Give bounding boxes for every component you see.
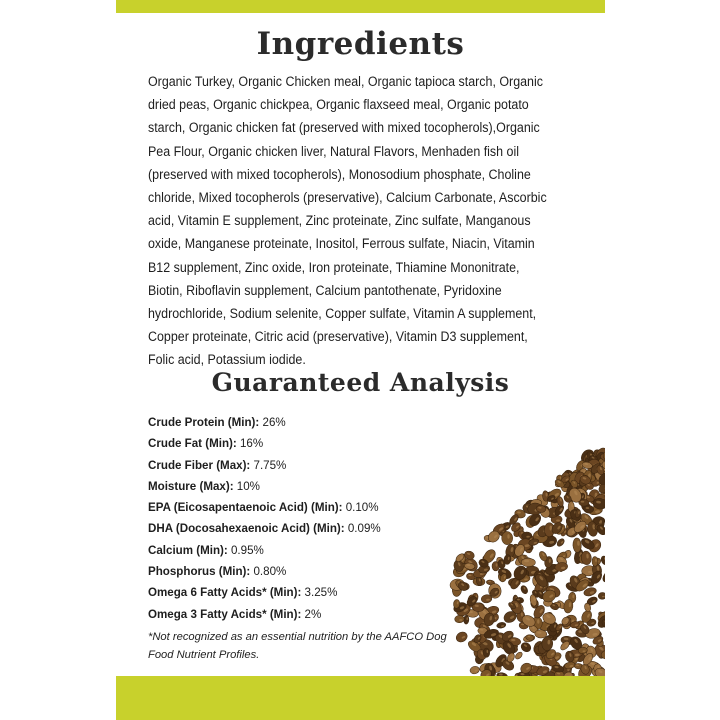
analysis-value: 10% [233, 478, 260, 493]
analysis-row [148, 497, 433, 518]
analysis-label: Omega 3 Fatty Acids* (Min): [148, 606, 302, 621]
analysis-label: Crude Protein (Min): [148, 415, 260, 429]
analysis-value: 0.10% [342, 500, 379, 515]
ingredients-heading: Ingredients [256, 26, 465, 62]
analysis-label: Crude Fat (Min): [148, 436, 237, 451]
analysis-label: Crude Fiber (Max): [148, 457, 251, 472]
analysis-label: DHA (Docosahexaenoic Acid) (Min): [148, 521, 345, 536]
analysis-label: Phosphorus (Min): [148, 564, 251, 579]
analysis-label: EPA (Eicosapentaenoic Acid) (Min): [148, 500, 343, 515]
analysis-value: 7.75% [250, 457, 287, 472]
ingredients-list: Organic Turkey, Organic Chicken meal, Organic tapioca starch, Organic dried peas, Organic chickpea, Organic flaxseed meal, Organic potato starch, Organic chicken fat (preserved with mixed tocopherols),Organic Pea Flour, Organic chicken liver, Natural Flavors, Menhaden fish oil (preserved with mixed tocopherols), Monosodium phosphate, Choline chloride, Mixed tocopherols (preservative), Calcium Carbonate, Ascorbic acid, Vitamin E supplement, Zinc proteinate, Zinc sulfate, Manganous oxide, Manganese proteinate, Inositol, Ferrous sulfate, Niacin, Vitamin B12 supplement, Zinc oxide, Iron proteinate, Thiamine Mononitrate, Biotin, Riboflavin supplement, Calcium pantothenate, Pyridoxine hydrochloride, Sodium selenite, Copper sulfate, Vitamin A supplement, Copper proteinate, Citric acid (preservative), Vitamin D3 supplement, Folic acid, Potassium iodide. [148, 74, 547, 368]
analysis-label: Omega 6 Fatty Acids* (Min): [148, 585, 302, 600]
analysis-row [148, 476, 433, 497]
analysis-row [148, 582, 433, 603]
product-label-panel [116, 0, 605, 720]
analysis-row [148, 455, 433, 476]
top-accent-band [116, 0, 605, 13]
analysis-label: Moisture (Max): [148, 478, 234, 493]
guaranteed-analysis-heading: Guaranteed Analysis [211, 368, 510, 397]
analysis-value: 0.95% [227, 542, 264, 557]
guaranteed-analysis-list [148, 412, 448, 625]
bottom-accent-band [116, 676, 605, 720]
analysis-label: Calcium (Min): [148, 542, 228, 557]
analysis-row [148, 412, 433, 433]
analysis-value: 3.25% [301, 585, 338, 600]
analysis-value: 0.09% [344, 521, 381, 536]
analysis-row [148, 433, 433, 454]
analysis-row [148, 518, 433, 539]
analysis-value: 26% [259, 415, 286, 429]
analysis-row [148, 540, 433, 561]
analysis-row [148, 561, 433, 582]
analysis-value: 2% [301, 606, 322, 621]
analysis-row [148, 604, 433, 625]
analysis-value: 0.80% [250, 564, 287, 579]
analysis-value: 16% [236, 436, 264, 451]
footnote: *Not recognized as an essential nutrition by the AAFCO Dog Food Nutrient Profiles. [148, 631, 447, 661]
